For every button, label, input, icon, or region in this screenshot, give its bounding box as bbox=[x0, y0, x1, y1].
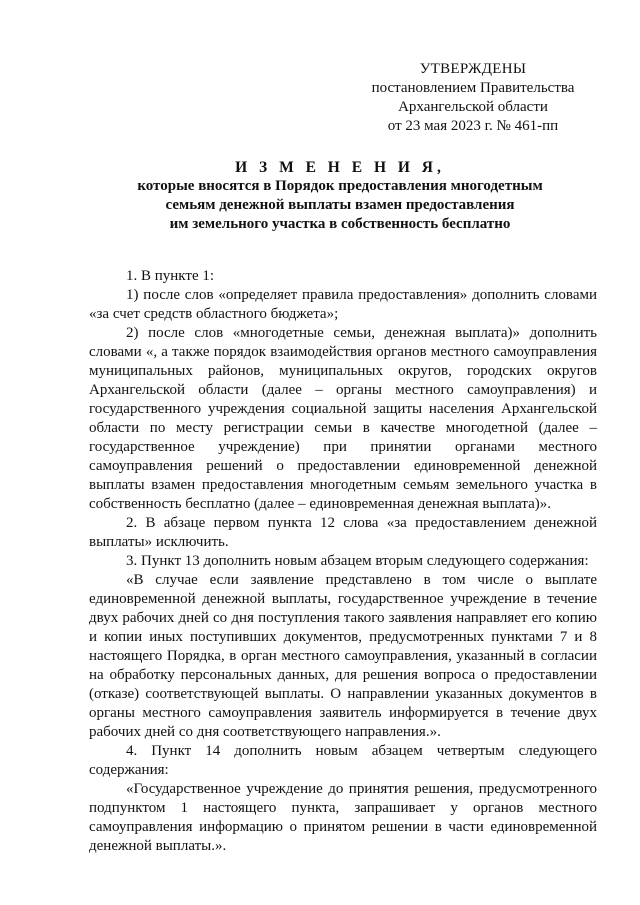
heading-title: И З М Е Н Е Н И Я, bbox=[235, 159, 445, 176]
paragraph-4: 2. В абзаце первом пункта 12 слова «за предоставлением денежной выплаты» исключить. bbox=[89, 515, 597, 550]
heading-line-2: семьям денежной выплаты взамен предоставления bbox=[165, 197, 515, 213]
approval-line-3: от 23 мая 2023 г. № 461-пп bbox=[387, 118, 559, 134]
paragraph-6: «В случае если заявление представлено в том числе о выплате единовременной денежной выплаты, государственное учреждение в течение двух рабочих дней со дня поступления такого заявления направляет его копию и копии иных поступивших документов, предусмотренных пунктами 7 и 8 настоящего Порядка, в орган местного самоуправления, указанный в согласии на обработку персональных данных, для решения вопроса о предоставлении (отказе) соответствующей выплаты. О направлении указанных документов в органы местного самоуправления заявитель информируется в течение двух рабочих дней со дня соответствующего направления.». bbox=[89, 572, 597, 740]
heading-line-1: которые вносятся в Порядок предоставления многодетным bbox=[137, 178, 543, 194]
paragraph-1: 1. В пункте 1: bbox=[126, 268, 215, 284]
paragraph-5: 3. Пункт 13 дополнить новым абзацем вторым следующего содержания: bbox=[126, 553, 589, 569]
heading-line-3: им земельного участка в собственность бесплатно bbox=[169, 216, 511, 232]
approval-line-2: Архангельской области bbox=[398, 99, 548, 115]
document-body bbox=[89, 267, 597, 856]
paragraph-8: «Государственное учреждение до принятия решения, предусмотренного подпунктом 1 настоящего пункта, запрашивает у органов местного самоуправления информацию о принятом решении в части единовременной денежной выплаты.». bbox=[89, 781, 597, 854]
paragraph-3: 2) после слов «многодетные семьи, денежная выплата)» дополнить словами «, а также порядок взаимодействия органов местного самоуправления муниципальных районов, муниципальных округов, городских округов Архангельской области (далее – органы местного самоуправления) и государственного учреждения социальной защиты населения Архангельской области по месту регистрации семьи в качестве многодетной (далее – государственное учреждение) при принятии органами местного самоуправления решений о предоставлении единовременной денежной выплаты взамен предоставления многодетным семьям земельного участка в собственность бесплатно (далее – единовременная денежная выплата)». bbox=[89, 325, 597, 512]
approval-line-1: постановлением Правительства bbox=[371, 80, 575, 96]
paragraph-2: 1) после слов «определяет правила предоставления» дополнить словами «за счет средств областного бюджета»; bbox=[89, 287, 597, 322]
approval-block bbox=[368, 60, 578, 136]
paragraph-7: 4. Пункт 14 дополнить новым абзацем четвертым следующего содержания: bbox=[89, 743, 597, 778]
approval-title: УТВЕРЖДЕНЫ bbox=[419, 61, 527, 77]
document-heading bbox=[90, 158, 590, 234]
